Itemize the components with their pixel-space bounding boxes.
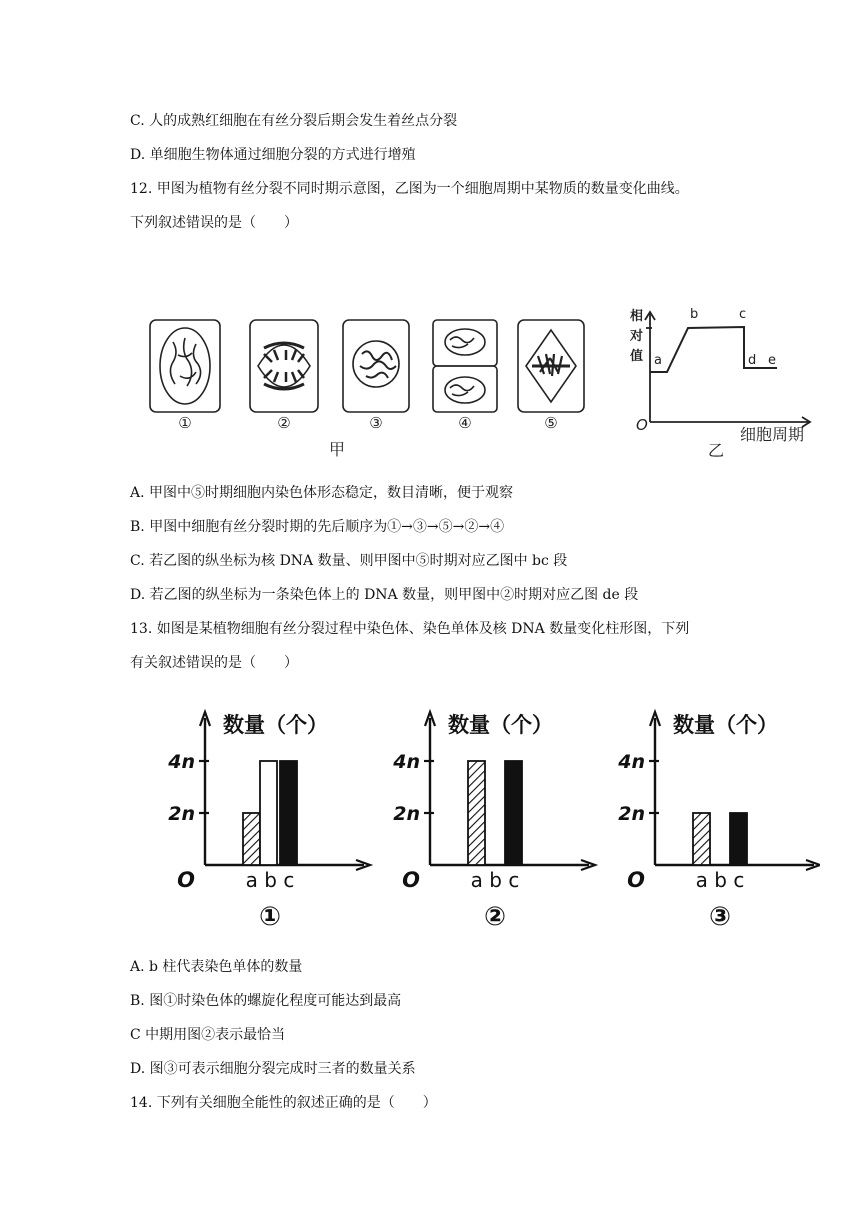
yi-curve: [650, 327, 777, 372]
q12-option-b: B. 甲图中细胞有丝分裂时期的先后顺序为①→③→⑤→②→④: [130, 519, 505, 535]
y-axis-title: 数量（个）: [673, 713, 778, 737]
figure-jia: [140, 310, 600, 460]
chart-caption: ③: [708, 902, 732, 932]
bar-c: [280, 761, 297, 865]
yi-ylabel-2: 对: [630, 329, 644, 344]
cell-5-metaphase: [518, 320, 584, 412]
yi-point-d: d: [748, 353, 757, 368]
q13-option-d: D. 图③可表示细胞分裂完成时三者的数量关系: [130, 1061, 416, 1077]
y-tick-label: 2n: [393, 803, 420, 825]
cell-3-interphase: [343, 320, 409, 412]
q12-option-d: D. 若乙图的纵坐标为一条染色体上的 DNA 数量，则甲图中②时期对应乙图 de 段: [130, 587, 639, 603]
y-tick-label: 4n: [393, 751, 420, 773]
yi-point-c: c: [739, 307, 747, 322]
yi-xlabel: 细胞周期: [740, 425, 805, 444]
figure-jia-caption: 甲: [328, 440, 346, 459]
yi-point-e: e: [768, 353, 776, 368]
yi-ylabel-1: 相: [630, 309, 644, 324]
bar-chart-2: [392, 712, 595, 932]
bar-a: [693, 813, 710, 865]
y-tick-label: 4n: [168, 751, 195, 773]
origin-label: O: [402, 868, 420, 892]
origin-label: O: [627, 868, 645, 892]
yi-ylabel-3: 值: [630, 349, 644, 364]
cell-4-telophase: [433, 320, 497, 412]
cell-1-prophase: [150, 320, 220, 412]
cell-2-anaphase: [250, 320, 318, 412]
yi-point-b: b: [690, 307, 699, 322]
y-tick-label: 4n: [618, 751, 645, 773]
bar-b: [260, 761, 277, 865]
q14-stem: 14. 下列有关细胞全能性的叙述正确的是（ ）: [130, 1095, 437, 1111]
q12-option-c: C. 若乙图的纵坐标为核 DNA 数量、则甲图中⑤时期对应乙图中 bc 段: [130, 553, 568, 569]
q13-option-a: A. b 柱代表染色单体的数量: [130, 959, 303, 975]
bar-chart-3: [617, 712, 820, 932]
q12-option-a: A. 甲图中⑤时期细胞内染色体形态稳定，数目清晰，便于观察: [130, 485, 514, 501]
cell-label-4: ④: [458, 414, 472, 432]
yi-point-a: a: [654, 353, 662, 368]
cell-label-1: ①: [178, 414, 192, 432]
origin-label: O: [177, 868, 195, 892]
q13-stem-line2: 有关叙述错误的是（ ）: [130, 655, 298, 671]
bar-c: [730, 813, 747, 865]
yi-origin: O: [636, 416, 648, 434]
chart-caption: ②: [483, 902, 507, 932]
q13-stem-line1: 13. 如图是某植物细胞有丝分裂过程中染色体、染色单体及核 DNA 数量变化柱形图，下列: [130, 621, 690, 637]
q11-option-c: C. 人的成熟红细胞在有丝分裂后期会发生着丝点分裂: [130, 113, 458, 129]
cell-label-3: ③: [369, 414, 383, 432]
q11-option-d: D. 单细胞生物体通过细胞分裂的方式进行增殖: [130, 147, 416, 163]
category-labels: a b c: [245, 868, 295, 892]
category-labels: a b c: [695, 868, 745, 892]
y-axis-title: 数量（个）: [448, 713, 553, 737]
bar-a: [243, 813, 260, 865]
category-labels: a b c: [470, 868, 520, 892]
bar-a: [468, 761, 485, 865]
figure-yi: [622, 300, 822, 460]
q13-option-b: B. 图①时染色体的螺旋化程度可能达到最高: [130, 993, 402, 1009]
figure-bar-charts: [160, 700, 820, 940]
y-tick-label: 2n: [168, 803, 195, 825]
cell-label-2: ②: [277, 414, 291, 432]
bar-chart-1: [167, 712, 370, 932]
chart-caption: ①: [258, 902, 282, 932]
bar-c: [505, 761, 522, 865]
q13-option-c: C 中期用图②表示最恰当: [130, 1027, 286, 1043]
q12-stem-line1: 12. 甲图为植物有丝分裂不同时期示意图，乙图为一个细胞周期中某物质的数量变化曲线。: [130, 181, 689, 197]
y-tick-label: 2n: [618, 803, 645, 825]
cell-label-5: ⑤: [544, 414, 558, 432]
q12-stem-line2: 下列叙述错误的是（ ）: [130, 215, 298, 231]
y-axis-title: 数量（个）: [223, 713, 328, 737]
yi-caption: 乙: [708, 441, 725, 460]
